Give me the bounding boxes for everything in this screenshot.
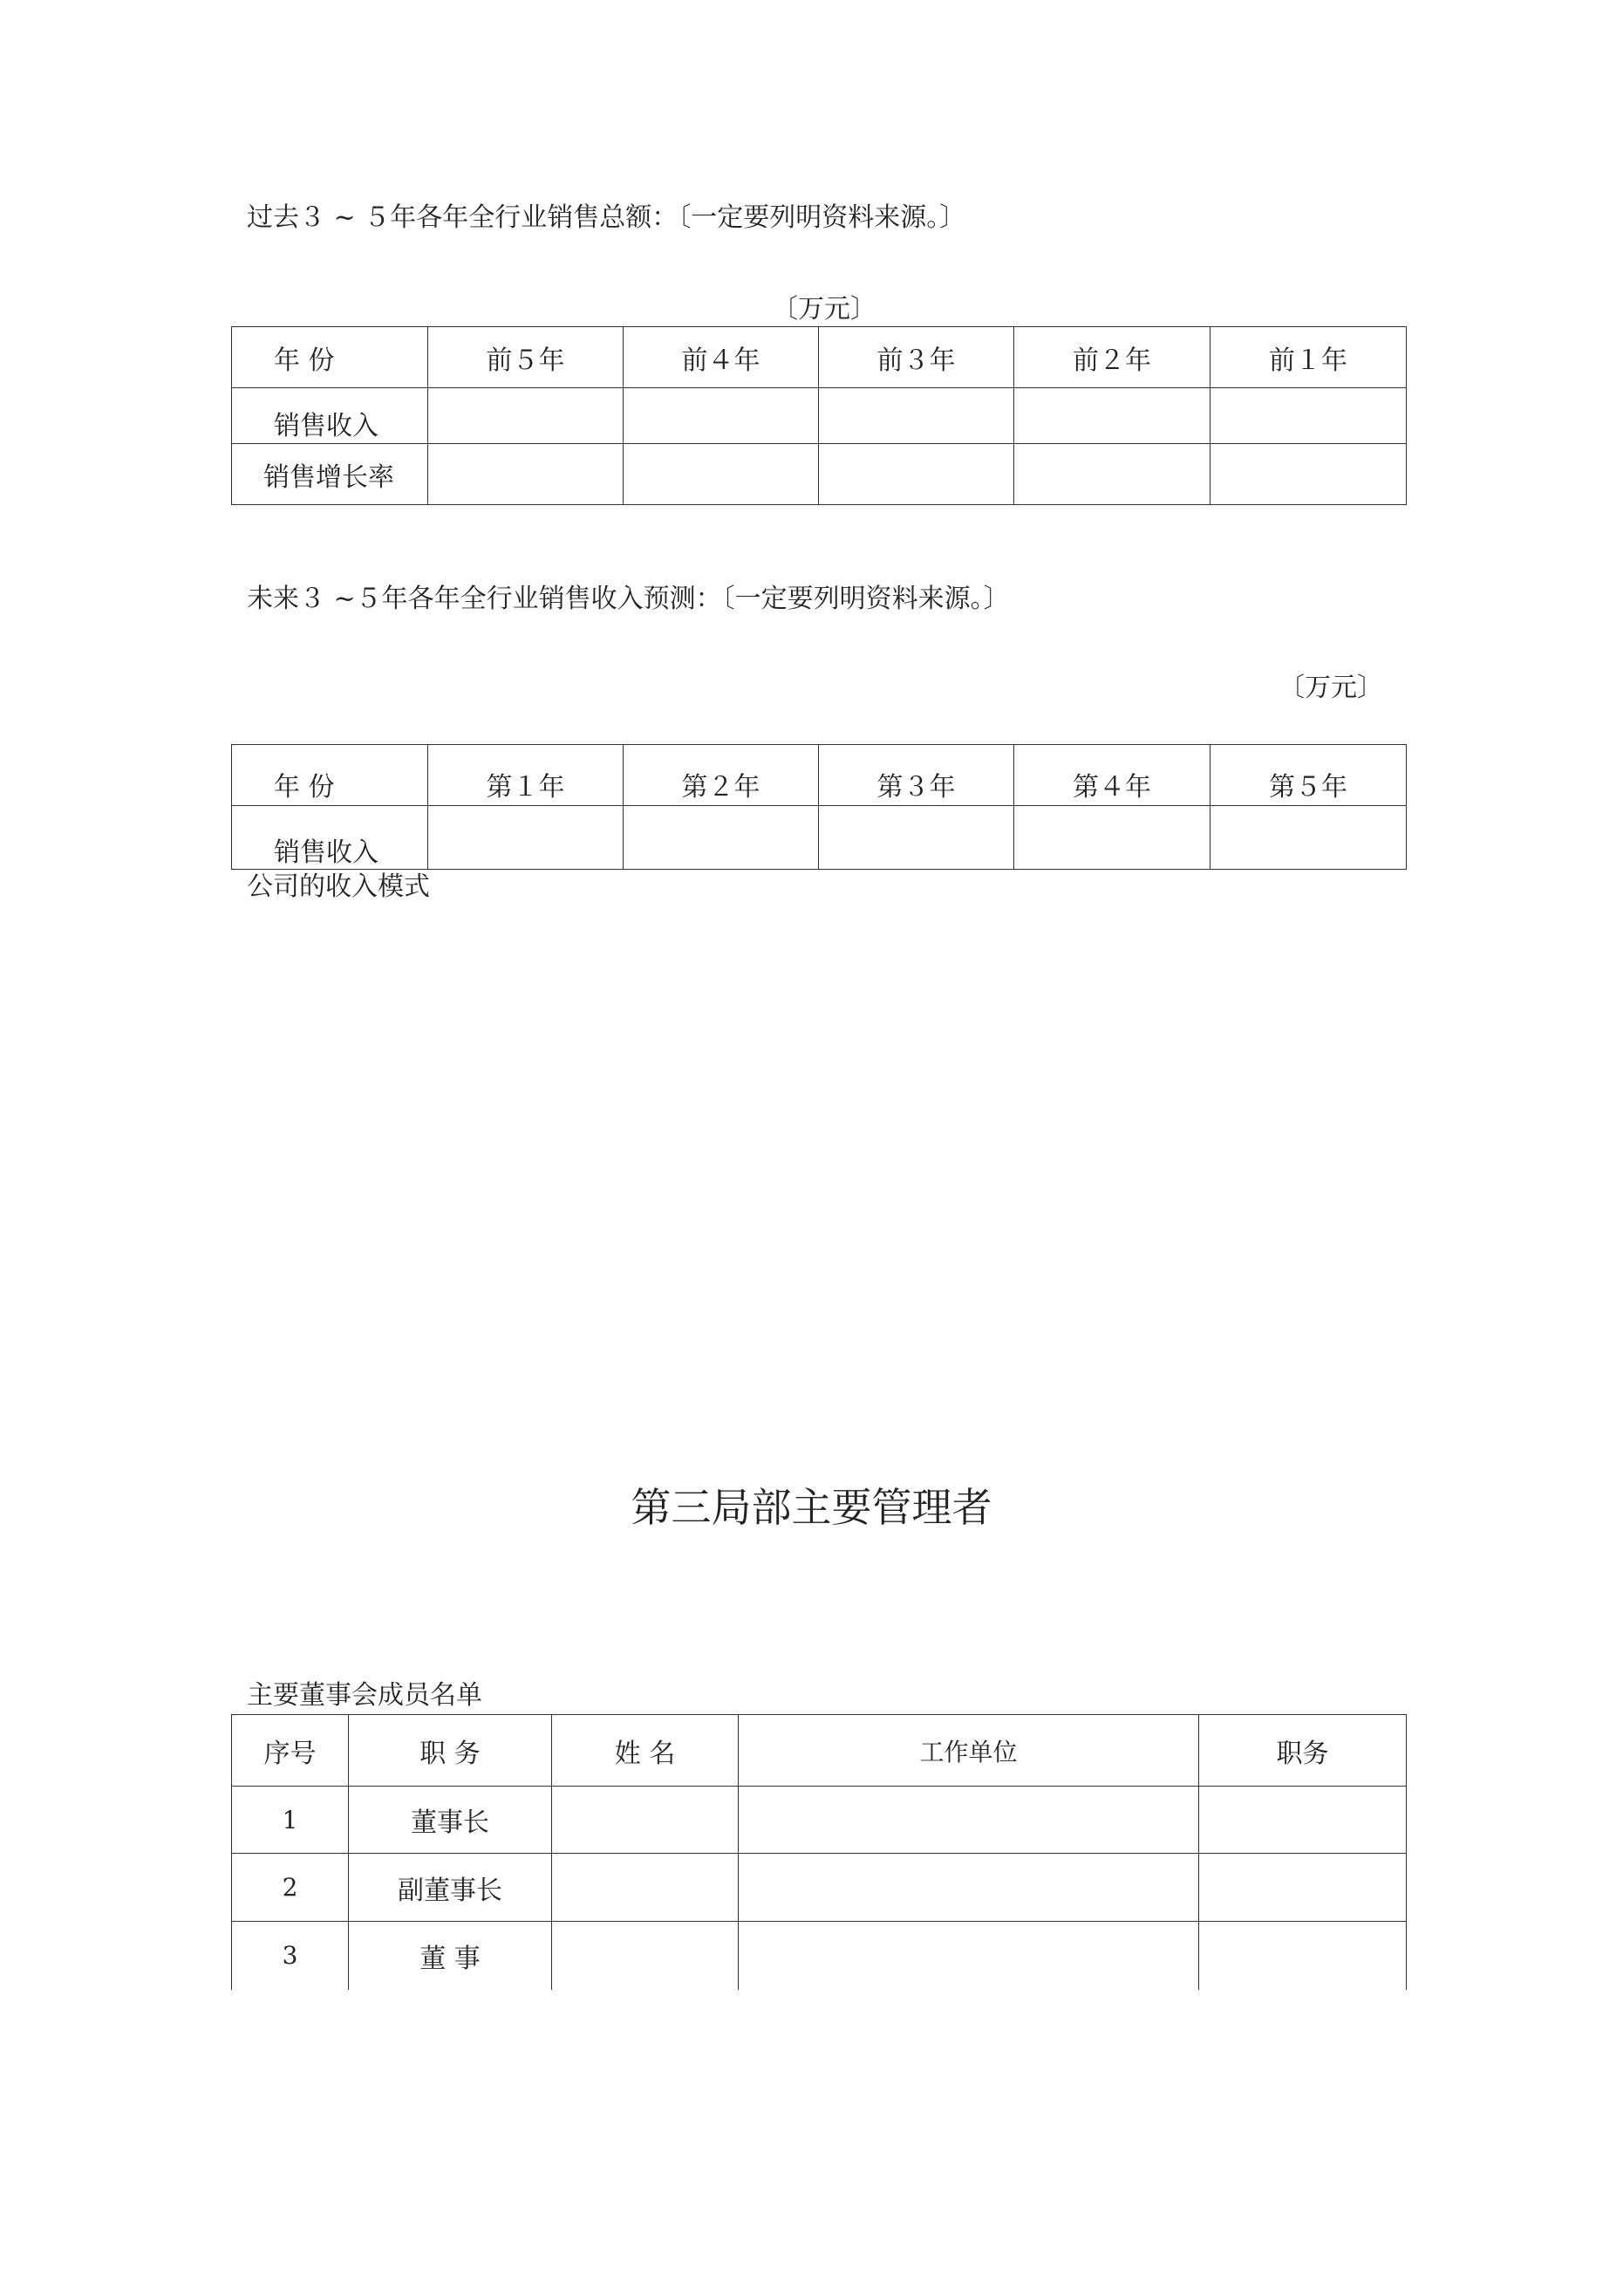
industry-sales-history-table [231,326,1407,505]
header-cell: 前５年 [428,327,624,388]
header-cell: 前１年 [1210,327,1407,388]
header-title: 职务 [1199,1715,1407,1787]
header-cell: 第４年 [1014,745,1210,806]
board-list-caption: 主要董事会成员名单 [247,1680,482,1711]
table-cell [739,1854,1199,1922]
section2-heading: 未来３ ~５年各年全行业销售收入预测：〔一定要列明资料来源。〕 [247,584,1010,614]
table-header-row [232,745,1407,806]
header-cell: 第１年 [428,745,624,806]
header-cell: 前２年 [1014,327,1210,388]
header-cell: 第３年 [819,745,1014,806]
header-no: 序号 [232,1715,349,1787]
table-cell [428,444,624,505]
header-cell: 前４年 [624,327,819,388]
header-position: 职 务 [349,1715,552,1787]
header-cell: 前３年 [819,327,1014,388]
section2-unit: 〔万元〕 [1279,673,1383,703]
table-cell [624,444,819,505]
header-name: 姓 名 [552,1715,739,1787]
table-cell [819,388,1014,444]
table-cell [1199,1854,1407,1922]
table-row [232,444,1407,505]
table-cell [1210,806,1407,870]
table-cell [624,388,819,444]
table-cell [428,388,624,444]
header-employer: 工作单位 [739,1715,1199,1787]
section1-unit: 〔万元〕 [772,294,876,325]
table-cell [819,806,1014,870]
table-row [232,388,1407,444]
table-cell [1210,388,1407,444]
table-cell [552,1787,739,1854]
row-position: 董 事 [349,1922,552,1990]
header-year: 年 份 [232,327,428,388]
table-cell [552,1854,739,1922]
table-cell [428,806,624,870]
table-cell [739,1922,1199,1990]
header-cell: 第２年 [624,745,819,806]
row-position: 董事长 [349,1787,552,1854]
row-position: 副董事长 [349,1854,552,1922]
table-cell [1199,1787,1407,1854]
board-members-table [231,1714,1407,1990]
header-year: 年 份 [232,745,428,806]
table-cell [552,1922,739,1990]
table-cell [739,1787,1199,1854]
table-row [232,1922,1407,1990]
table-header-row [232,1715,1407,1787]
row-number: 2 [232,1854,349,1922]
table-cell [1014,444,1210,505]
table-row [232,1854,1407,1922]
industry-sales-forecast-table [231,744,1407,870]
table-cell [1199,1922,1407,1990]
table-row [232,806,1407,870]
table-cell [624,806,819,870]
header-cell: 第５年 [1210,745,1407,806]
table-cell [1210,444,1407,505]
table-row [232,1787,1407,1854]
table-cell [1014,806,1210,870]
row-number: 3 [232,1922,349,1990]
revenue-model-label: 公司的收入模式 [247,871,430,902]
section3-title: 第三局部主要管理者 [631,1484,992,1531]
row-label: 销售增长率 [232,444,428,505]
section1-heading: 过去３ ~ ５年各年全行业销售总额：〔一定要列明资料来源。〕 [247,202,966,233]
row-label: 销售收入 [232,806,428,870]
table-cell [1014,388,1210,444]
table-header-row [232,327,1407,388]
row-label: 销售收入 [232,388,428,444]
row-number: 1 [232,1787,349,1854]
table-cell [819,444,1014,505]
